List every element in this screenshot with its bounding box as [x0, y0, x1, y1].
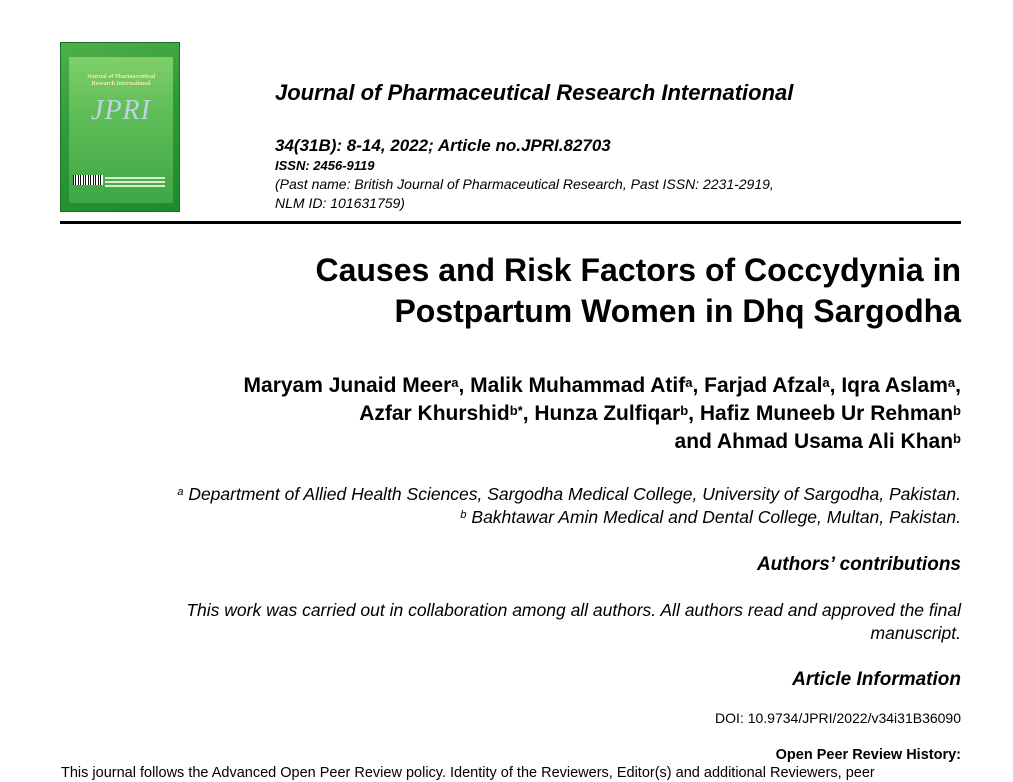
author-affil-mark: a [451, 375, 459, 390]
author-separator: , [692, 374, 705, 397]
cover-panel [69, 57, 173, 203]
journal-name: Journal of Pharmaceutical Research International [275, 80, 794, 105]
affiliation-a [177, 483, 961, 506]
author-line-2 [359, 400, 961, 428]
peer-review-text: This journal follows the Advanced Open Peer Review policy. Identity of the Reviewers, Editor(s) and additional Reviewers, peer [61, 765, 875, 781]
cover-title-line-2: Research International [91, 81, 151, 87]
author-line-3 [675, 428, 961, 456]
author-affil-mark: b [953, 403, 961, 418]
affiliation-text: Department of Allied Health Sciences, Sargodha Medical College, University of Sargodha, Pakistan. [188, 484, 961, 504]
past-name-line-1: (Past name: British Journal of Pharmaceutical Research, Past ISSN: 2231-2919, [275, 176, 774, 192]
author-affil-mark: a [822, 375, 830, 390]
past-name-line-2: NLM ID: 101631759) [275, 195, 405, 211]
article-title-line-2: Postpartum Women in Dhq Sargodha [394, 293, 961, 329]
author-separator: , [829, 374, 842, 397]
affiliation-b [460, 506, 961, 529]
author-separator: , [458, 374, 471, 397]
author-affil-mark: b* [509, 403, 523, 418]
author-affil-mark: a [947, 375, 956, 390]
journal-cover-image [60, 42, 180, 212]
contributions-text-line-1: This work was carried out in collaboration among all authors. All authors read and approved the final [186, 600, 961, 620]
author-separator: , [955, 374, 961, 397]
cover-title-line-1: Journal of Pharmaceutical [86, 74, 156, 80]
barcode-icon [73, 175, 103, 185]
affiliation-text: Bakhtawar Amin Medical and Dental College, Multan, Pakistan. [471, 507, 961, 527]
article-title-line-1: Causes and Risk Factors of Coccydynia in [315, 252, 961, 288]
doi: DOI: 10.9734/JPRI/2022/v34i31B36090 [715, 710, 961, 726]
author-name: Azfar Khurshid [359, 402, 510, 425]
author-affil-mark: b [680, 403, 689, 418]
cover-title [69, 74, 173, 88]
affiliation-mark: b [460, 509, 467, 521]
author-name: Iqra Aslam [841, 374, 948, 397]
author-name: Maryam Junaid Meer [243, 374, 452, 397]
author-separator: , [688, 402, 700, 425]
author-name: Farjad Afzal [704, 374, 823, 397]
author-affil-mark: a [685, 375, 693, 390]
cover-fine-print [105, 177, 165, 179]
cover-logo: JPRI [91, 95, 151, 126]
peer-review-heading: Open Peer Review History: [775, 747, 961, 763]
author-line-1 [244, 372, 961, 400]
issue-citation: 34(31B): 8-14, 2022; Article no.JPRI.82703 [275, 136, 611, 155]
author-separator: , [522, 402, 535, 425]
author-affil-mark: b [953, 431, 961, 446]
author-name: Hunza Zulfiqar [534, 402, 681, 425]
contributions-heading: Authors’ contributions [756, 554, 961, 575]
header-divider [60, 221, 961, 224]
author-name: Hafiz Muneeb Ur Rehman [699, 402, 954, 425]
affiliation-mark: a [177, 486, 184, 498]
article-info-heading: Article Information [792, 669, 961, 690]
author-name: and Ahmad Usama Ali Khan [674, 430, 954, 453]
author-name: Malik Muhammad Atif [470, 374, 686, 397]
contributions-text-line-2: manuscript. [870, 623, 961, 643]
issn: ISSN: 2456-9119 [275, 158, 375, 173]
